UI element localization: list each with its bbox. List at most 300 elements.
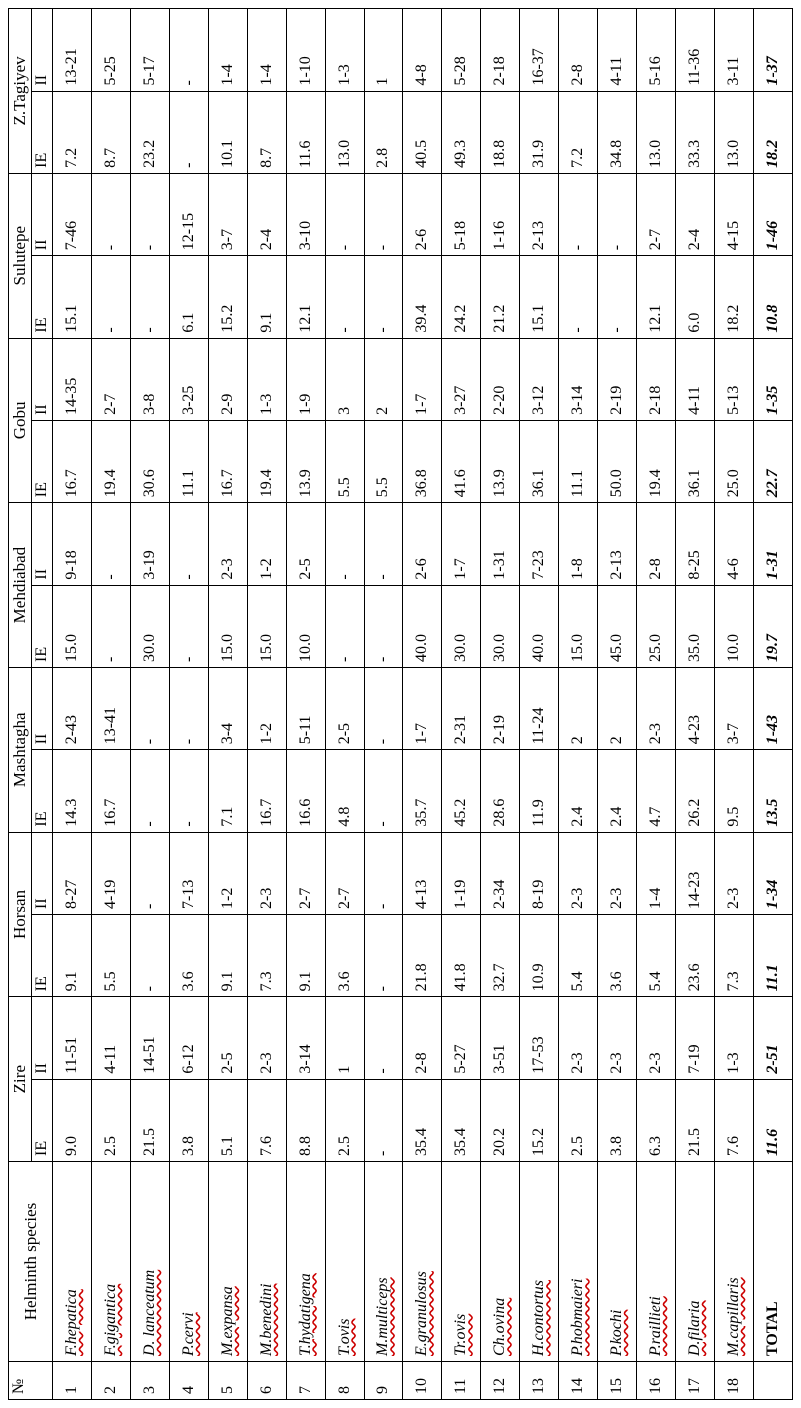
table-row [247, 9, 286, 1400]
ii-value: 2-3 [559, 832, 598, 914]
ii-value: - [364, 997, 403, 1079]
ii-value: 5-11 [286, 667, 325, 749]
ie-value: - [130, 750, 169, 832]
ie-value: 5.4 [637, 914, 676, 996]
ii-value: 1 [364, 9, 403, 92]
species-cell [53, 1162, 92, 1362]
ie-value: 35.0 [676, 585, 715, 667]
ie-value: 7.3 [714, 914, 753, 996]
ie-value: 6.1 [169, 256, 208, 338]
ii-value: 8-27 [53, 832, 92, 914]
ii-value: 2-7 [286, 832, 325, 914]
ii-value: 2-19 [598, 338, 637, 420]
table-row [559, 9, 598, 1400]
ie-value: 40.0 [403, 585, 442, 667]
ie-value: 8.7 [247, 91, 286, 173]
ii-value: - [325, 503, 364, 585]
ie-value: 19.4 [91, 420, 130, 502]
ie-value: 9.5 [714, 750, 753, 832]
ii-value: 3-27 [442, 338, 481, 420]
ii-value: - [169, 9, 208, 92]
ie-value: 10.0 [714, 585, 753, 667]
ii-value: 7-19 [676, 997, 715, 1079]
ii-value: 4-23 [676, 667, 715, 749]
species-cell [520, 1162, 559, 1362]
ie-value: 5.5 [364, 420, 403, 502]
total-number-cell [753, 1362, 792, 1400]
ie-value: 25.0 [637, 585, 676, 667]
ie-value: 39.4 [403, 256, 442, 338]
ie-value: 9.1 [286, 914, 325, 996]
species-cell [91, 1162, 130, 1362]
ii-value: 3 [325, 338, 364, 420]
ii-value: 9-18 [53, 503, 92, 585]
ii-value: 14-35 [53, 338, 92, 420]
total-ii-value: 1-31 [753, 503, 792, 585]
table-row [520, 9, 559, 1400]
ie-value: 9.1 [208, 914, 247, 996]
ie-value: 30.0 [442, 585, 481, 667]
table-row [91, 9, 130, 1400]
ii-value: 3-19 [130, 503, 169, 585]
ii-value: 1 [325, 997, 364, 1079]
ie-value: - [169, 91, 208, 173]
ii-value: - [130, 832, 169, 914]
ie-value: 45.2 [442, 750, 481, 832]
ii-value: 2-20 [481, 338, 520, 420]
ii-value: - [364, 667, 403, 749]
row-number: 2 [91, 1362, 130, 1400]
ie-value: 34.8 [598, 91, 637, 173]
total-ii-value: 1-46 [753, 173, 792, 255]
species-cell [442, 1162, 481, 1362]
ii-value: - [325, 173, 364, 255]
ii-value: - [559, 173, 598, 255]
species-name: Tr.ovis [452, 1313, 470, 1356]
ie-value: 5.5 [91, 914, 130, 996]
ie-value: 23.6 [676, 914, 715, 996]
ie-value: 3.6 [169, 914, 208, 996]
species-cell [481, 1162, 520, 1362]
ii-value: 3-4 [208, 667, 247, 749]
table-row [403, 9, 442, 1400]
table-row [637, 9, 676, 1400]
ii-value: 1-2 [247, 503, 286, 585]
ii-value: 2-3 [598, 832, 637, 914]
ii-value: 13-41 [91, 667, 130, 749]
ie-value: 45.0 [598, 585, 637, 667]
species-name: M.capillaris [724, 1277, 742, 1356]
ie-value: 28.6 [481, 750, 520, 832]
location-header: Gobu [9, 338, 32, 503]
location-header: Mehdiabad [9, 503, 32, 668]
ii-value: - [364, 832, 403, 914]
species-name: M.multiceps [374, 1277, 392, 1356]
ie-value: 8.7 [91, 91, 130, 173]
species-name: T.ovis [335, 1318, 353, 1356]
ie-value: 15.2 [208, 256, 247, 338]
ii-header: II [32, 173, 53, 255]
table-row [53, 9, 92, 1400]
ii-value: 13-21 [53, 9, 92, 92]
ie-value: 35.4 [442, 1079, 481, 1161]
ie-value: - [364, 585, 403, 667]
ie-value: - [325, 256, 364, 338]
table-row [598, 9, 637, 1400]
ie-value: 19.4 [247, 420, 286, 502]
ie-value: 7.2 [559, 91, 598, 173]
table-row [442, 9, 481, 1400]
ii-value: 2-7 [325, 832, 364, 914]
species-cell [637, 1162, 676, 1362]
ie-value: 9.1 [247, 256, 286, 338]
ii-value: 2 [559, 667, 598, 749]
species-cell [403, 1162, 442, 1362]
ie-value: 2.5 [325, 1079, 364, 1161]
ii-value: 2-4 [247, 173, 286, 255]
ii-value: 2 [364, 338, 403, 420]
ii-value: 3-8 [130, 338, 169, 420]
ie-value: 21.5 [130, 1079, 169, 1161]
ie-value: - [130, 914, 169, 996]
row-number: 12 [481, 1362, 520, 1400]
ie-value: 24.2 [442, 256, 481, 338]
ie-value: 18.2 [714, 256, 753, 338]
ii-value: - [130, 173, 169, 255]
ie-value: 11.1 [559, 420, 598, 502]
ii-value: 2 [598, 667, 637, 749]
ii-value: 1-7 [403, 667, 442, 749]
ie-value: 15.0 [247, 585, 286, 667]
row-number: 4 [169, 1362, 208, 1400]
ii-value: 2-3 [247, 997, 286, 1079]
total-ii-value: 1-37 [753, 9, 792, 92]
ie-value: 3.8 [169, 1079, 208, 1161]
row-number: 18 [714, 1362, 753, 1400]
total-ii-value: 2-51 [753, 997, 792, 1079]
ii-value: - [91, 503, 130, 585]
row-number: 9 [364, 1362, 403, 1400]
total-ie-value: 18.2 [753, 91, 792, 173]
species-name: H.contortus [530, 1280, 548, 1356]
ii-value: 4-13 [403, 832, 442, 914]
ii-value: 1-2 [247, 667, 286, 749]
ii-value: - [130, 667, 169, 749]
ii-value: 5-28 [442, 9, 481, 92]
ie-value: 6.0 [676, 256, 715, 338]
total-ii-value: 1-35 [753, 338, 792, 420]
species-header: Helminth species [9, 1162, 53, 1362]
total-ii-value: 1-43 [753, 667, 792, 749]
ie-value: - [598, 256, 637, 338]
total-ie-value: 11.6 [753, 1079, 792, 1161]
species-cell [247, 1162, 286, 1362]
ie-value: 15.2 [520, 1079, 559, 1161]
ie-value: 15.1 [520, 256, 559, 338]
ie-value: 20.2 [481, 1079, 520, 1161]
species-name: E.granulosus [413, 1271, 431, 1356]
ie-value: 21.8 [403, 914, 442, 996]
ii-value: - [598, 173, 637, 255]
ii-value: 1-2 [208, 832, 247, 914]
ii-value: 2-3 [247, 832, 286, 914]
total-ie-value: 10.8 [753, 256, 792, 338]
ii-value: 2-3 [559, 997, 598, 1079]
ii-value: 7-13 [169, 832, 208, 914]
ii-value: 3-14 [559, 338, 598, 420]
ie-value: 26.2 [676, 750, 715, 832]
ie-value: 16.6 [286, 750, 325, 832]
helminth-table [8, 8, 793, 1400]
ii-value: 14-51 [130, 997, 169, 1079]
ii-value: 2-19 [481, 667, 520, 749]
ii-value: 2-3 [637, 667, 676, 749]
ie-value: 30.0 [481, 585, 520, 667]
species-cell [169, 1162, 208, 1362]
row-number: 17 [676, 1362, 715, 1400]
ie-value: 7.6 [247, 1079, 286, 1161]
ii-value: 2-3 [637, 997, 676, 1079]
ie-header: IE [32, 585, 53, 667]
ii-header: II [32, 338, 53, 420]
row-number: 5 [208, 1362, 247, 1400]
ii-value: 2-13 [598, 503, 637, 585]
ie-value: 10.0 [286, 585, 325, 667]
ii-value: 1-7 [442, 503, 481, 585]
ii-value: 5-13 [714, 338, 753, 420]
ie-header: IE [32, 1079, 53, 1161]
ie-value: 3.6 [598, 914, 637, 996]
ie-value: 16.7 [208, 420, 247, 502]
ie-value: 41.8 [442, 914, 481, 996]
ii-value: 7-46 [53, 173, 92, 255]
ii-value: 2-8 [637, 503, 676, 585]
ii-value: 1-8 [559, 503, 598, 585]
ii-value: 1-4 [208, 9, 247, 92]
ie-value: 9.1 [53, 914, 92, 996]
total-ie-value: 13.5 [753, 750, 792, 832]
ii-value: 11-36 [676, 9, 715, 92]
ii-value: 1-31 [481, 503, 520, 585]
species-cell [364, 1162, 403, 1362]
ii-value: 2-3 [208, 503, 247, 585]
total-label: TOTAL [753, 1162, 792, 1362]
ie-value: - [364, 256, 403, 338]
ie-value: 12.1 [286, 256, 325, 338]
ie-value: 50.0 [598, 420, 637, 502]
location-header: Mashtagha [9, 667, 32, 832]
ii-value: 2-43 [53, 667, 92, 749]
ie-value: 35.7 [403, 750, 442, 832]
table-row [169, 9, 208, 1400]
species-name: P.cervi [179, 1312, 197, 1356]
ie-value: 13.0 [325, 91, 364, 173]
ii-value: 3-12 [520, 338, 559, 420]
species-name: Ch.ovina [491, 1297, 509, 1356]
table-body [53, 9, 793, 1400]
ie-value: 15.0 [53, 585, 92, 667]
ie-value: 30.0 [130, 585, 169, 667]
ie-header: IE [32, 256, 53, 338]
row-number: 8 [325, 1362, 364, 1400]
row-number: 7 [286, 1362, 325, 1400]
ie-value: 16.7 [247, 750, 286, 832]
ie-value: 21.5 [676, 1079, 715, 1161]
species-name: D. lanceatum [140, 1269, 158, 1356]
ii-value: 2-13 [520, 173, 559, 255]
ii-value: 2-6 [403, 173, 442, 255]
ie-header: IE [32, 91, 53, 173]
ie-value: 15.1 [53, 256, 92, 338]
ii-value: - [364, 173, 403, 255]
species-cell [598, 1162, 637, 1362]
species-name: P.kochi [608, 1309, 626, 1356]
species-name: P.raillieti [647, 1296, 665, 1356]
location-header: Sulutepe [9, 173, 32, 338]
ie-value: 5.5 [325, 420, 364, 502]
ie-value: 11.6 [286, 91, 325, 173]
ie-header: IE [32, 914, 53, 996]
table-row [676, 9, 715, 1400]
ie-value: 11.1 [169, 420, 208, 502]
header-row-locations [9, 9, 32, 1400]
ii-value: 1-10 [286, 9, 325, 92]
ie-value: - [559, 256, 598, 338]
ii-value: 11-51 [53, 997, 92, 1079]
ie-value: 7.6 [714, 1079, 753, 1161]
ii-value: 8-25 [676, 503, 715, 585]
ii-value: 2-9 [208, 338, 247, 420]
ii-value: 1-3 [714, 997, 753, 1079]
ii-value: 2-3 [714, 832, 753, 914]
table-row [364, 9, 403, 1400]
ii-value: - [169, 503, 208, 585]
ie-value: - [364, 914, 403, 996]
ii-header: II [32, 9, 53, 92]
ii-value: 2-5 [325, 667, 364, 749]
species-cell [208, 1162, 247, 1362]
table-row [481, 9, 520, 1400]
ie-value: 15.0 [559, 585, 598, 667]
species-cell [325, 1162, 364, 1362]
ie-value: 13.9 [481, 420, 520, 502]
ii-value: 2-5 [286, 503, 325, 585]
ii-header: II [32, 997, 53, 1079]
table-row [714, 9, 753, 1400]
ie-value: 21.2 [481, 256, 520, 338]
ii-value: 2-18 [637, 338, 676, 420]
ii-value: 2-8 [403, 997, 442, 1079]
ie-value: 5.4 [559, 914, 598, 996]
ie-value: 2.4 [598, 750, 637, 832]
number-header: № [9, 1362, 53, 1400]
ie-value: - [130, 256, 169, 338]
ii-value: 4-19 [91, 832, 130, 914]
row-number: 1 [53, 1362, 92, 1400]
ii-value: 11-24 [520, 667, 559, 749]
ii-value: 2-34 [481, 832, 520, 914]
ii-value: 4-6 [714, 503, 753, 585]
ii-value: 3-11 [714, 9, 753, 92]
ii-header: II [32, 832, 53, 914]
species-name: F.hepatica [62, 1289, 80, 1356]
ii-value: 8-19 [520, 832, 559, 914]
ie-value: 6.3 [637, 1079, 676, 1161]
species-cell [559, 1162, 598, 1362]
ii-value: 2-4 [676, 173, 715, 255]
ii-value: 3-51 [481, 997, 520, 1079]
ie-value: - [364, 750, 403, 832]
location-header: Z.Tagiyev [9, 9, 32, 174]
ie-value: 4.7 [637, 750, 676, 832]
ii-value: 2-18 [481, 9, 520, 92]
ii-value: 1-3 [325, 9, 364, 92]
ii-value: 1-4 [247, 9, 286, 92]
table-row [286, 9, 325, 1400]
species-cell [130, 1162, 169, 1362]
ii-value: 17-53 [520, 997, 559, 1079]
ie-value: 3.6 [325, 914, 364, 996]
row-number: 15 [598, 1362, 637, 1400]
ie-value: 25.0 [714, 420, 753, 502]
ie-value: 3.8 [598, 1079, 637, 1161]
ie-value: 35.4 [403, 1079, 442, 1161]
ie-value: - [325, 585, 364, 667]
ie-value: 7.3 [247, 914, 286, 996]
ii-value: 6-12 [169, 997, 208, 1079]
table-row [325, 9, 364, 1400]
total-ie-value: 22.7 [753, 420, 792, 502]
location-header: Horsan [9, 832, 32, 997]
table-row [208, 9, 247, 1400]
species-name: T.hydatigena [296, 1273, 314, 1356]
ie-value: 36.1 [520, 420, 559, 502]
ii-value: 1-9 [286, 338, 325, 420]
ie-value: 9.0 [53, 1079, 92, 1161]
ie-value: 23.2 [130, 91, 169, 173]
ie-value: 36.1 [676, 420, 715, 502]
ie-value: 16.7 [91, 750, 130, 832]
ii-value: 16-37 [520, 9, 559, 92]
ii-value: 3-7 [714, 667, 753, 749]
ie-value: 11.9 [520, 750, 559, 832]
ie-value: 2.8 [364, 91, 403, 173]
ie-value: 7.1 [208, 750, 247, 832]
ii-value: - [169, 667, 208, 749]
ii-value: 14-23 [676, 832, 715, 914]
ii-value: 2-6 [403, 503, 442, 585]
ie-value: 7.2 [53, 91, 92, 173]
ii-value: 4-11 [676, 338, 715, 420]
ii-value: 4-11 [598, 9, 637, 92]
total-ie-value: 19.7 [753, 585, 792, 667]
ii-value: 1-3 [247, 338, 286, 420]
ii-value: - [91, 173, 130, 255]
ii-value: 1-19 [442, 832, 481, 914]
ie-value: 49.3 [442, 91, 481, 173]
ii-value: 4-15 [714, 173, 753, 255]
row-number: 6 [247, 1362, 286, 1400]
row-number: 16 [637, 1362, 676, 1400]
ii-value: 3-10 [286, 173, 325, 255]
ii-value: 2-7 [637, 173, 676, 255]
row-number: 10 [403, 1362, 442, 1400]
ie-value: 13.0 [637, 91, 676, 173]
ii-value: 1-4 [637, 832, 676, 914]
ie-value: 40.0 [520, 585, 559, 667]
ie-value: 10.9 [520, 914, 559, 996]
ii-value: 3-7 [208, 173, 247, 255]
